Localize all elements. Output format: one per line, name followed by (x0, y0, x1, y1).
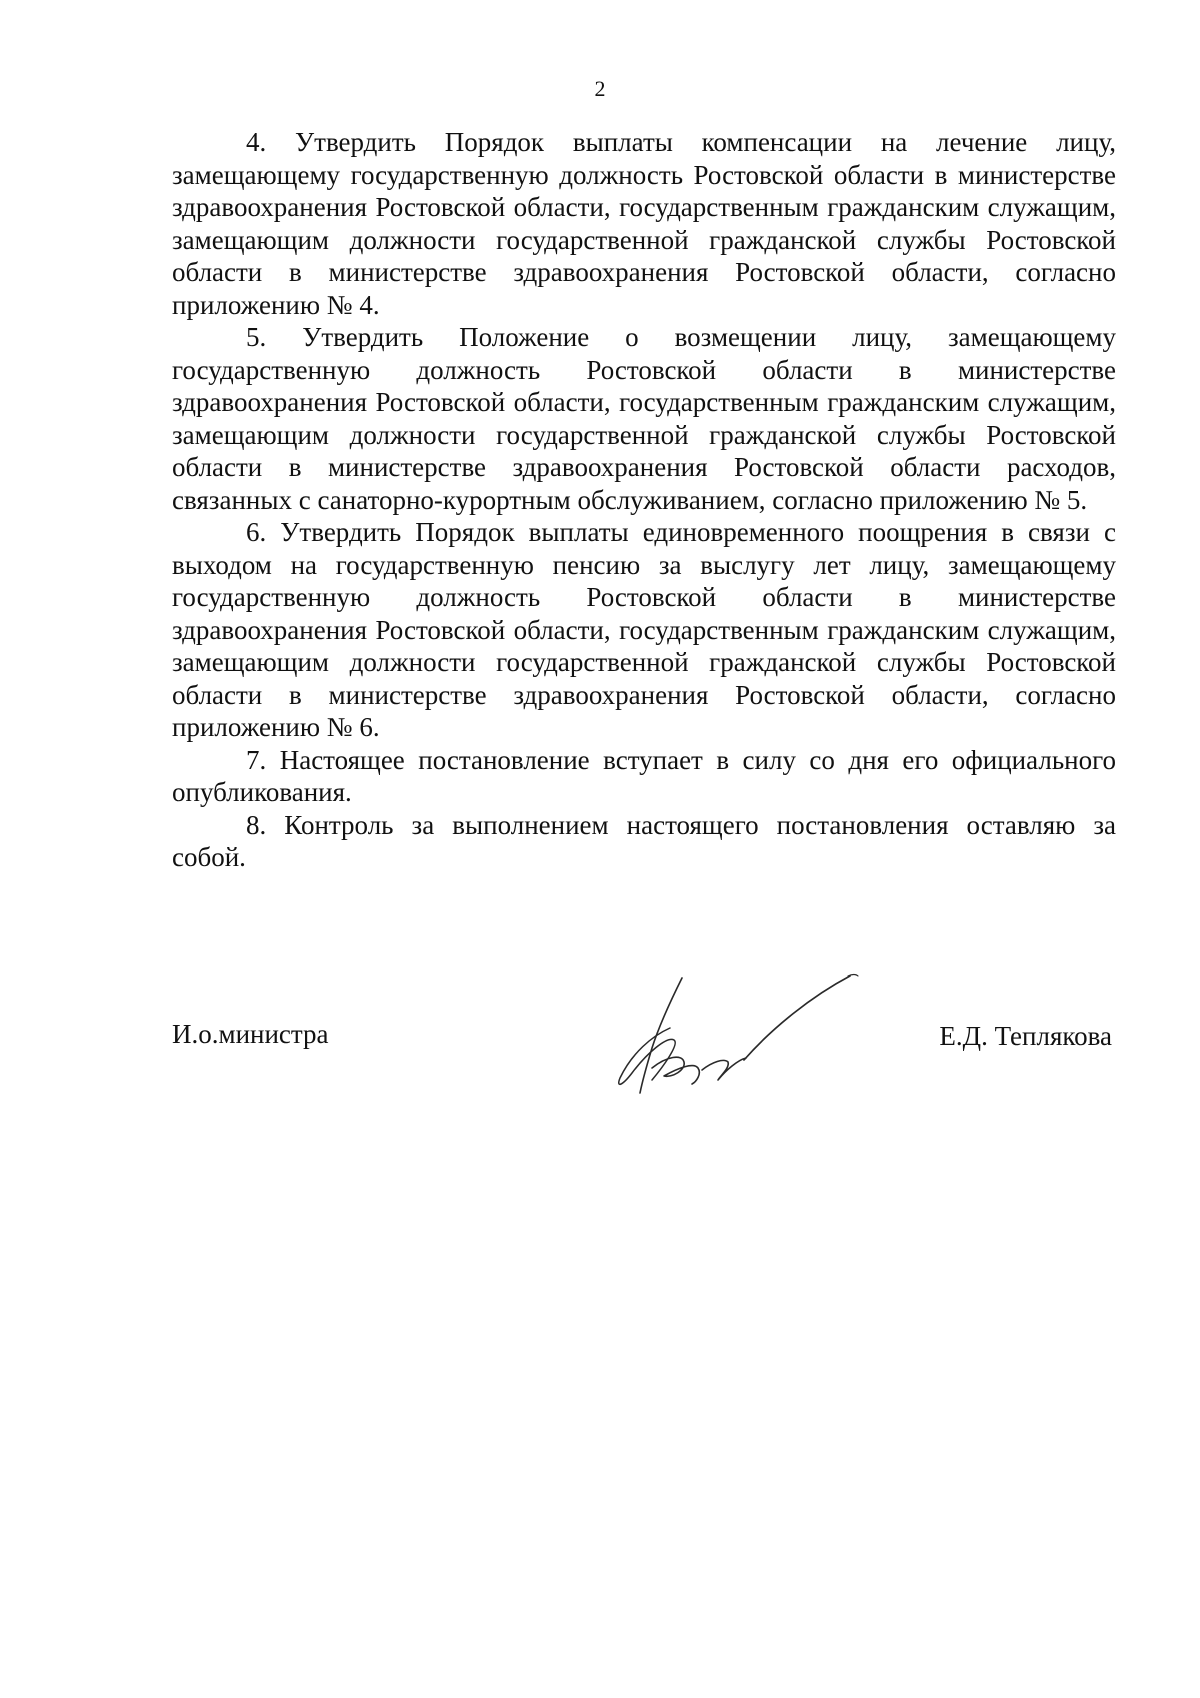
paragraph-item-5: 5. Утвердить Положение о возмещении лицу, замещающему государственную должность Ростовской области в министерстве здравоохранения Ростовской области, государственным гражданским служащим, замещающим должности государственной гражданской службы Ростовской области в министерстве здравоохранения Ростовской области расходов, связанных с санаторно-курортным обслуживанием, согласно приложению № 5. (172, 322, 1116, 515)
document-body (172, 126, 1116, 874)
page-number: 2 (594, 76, 606, 101)
handwritten-signature (612, 958, 862, 1108)
paragraph-item-8: 8. Контроль за выполнением настоящего постановления оставляю за собой. (172, 809, 1116, 872)
signer-position-title: И.о.министра (172, 1019, 329, 1049)
paragraph-item-6: 6. Утвердить Порядок выплаты единовременного поощрения в связи с выходом на государственную пенсию за выслугу лет лицу, замещающему государственную должность Ростовской области в министерстве здравоохранения Ростовской области, государственным гражданским служащим, замещающим должности государственной гражданской службы Ростовской области в министерстве здравоохранения Ростовской области, согласно приложению № 6. (172, 517, 1116, 742)
signer-name: Е.Д. Теплякова (939, 1021, 1112, 1051)
paragraph-item-7: 7. Настоящее постановление вступает в силу со дня его официального опубликования. (172, 744, 1116, 807)
paragraph-item-4: 4. Утвердить Порядок выплаты компенсации на лечение лицу, замещающему государственную должность Ростовской области в министерстве здравоохранения Ростовской области, государственным гражданским служащим, замещающим должности государственной гражданской службы Ростовской области в министерстве здравоохранения Ростовской области, согласно приложению № 4. (172, 127, 1116, 320)
